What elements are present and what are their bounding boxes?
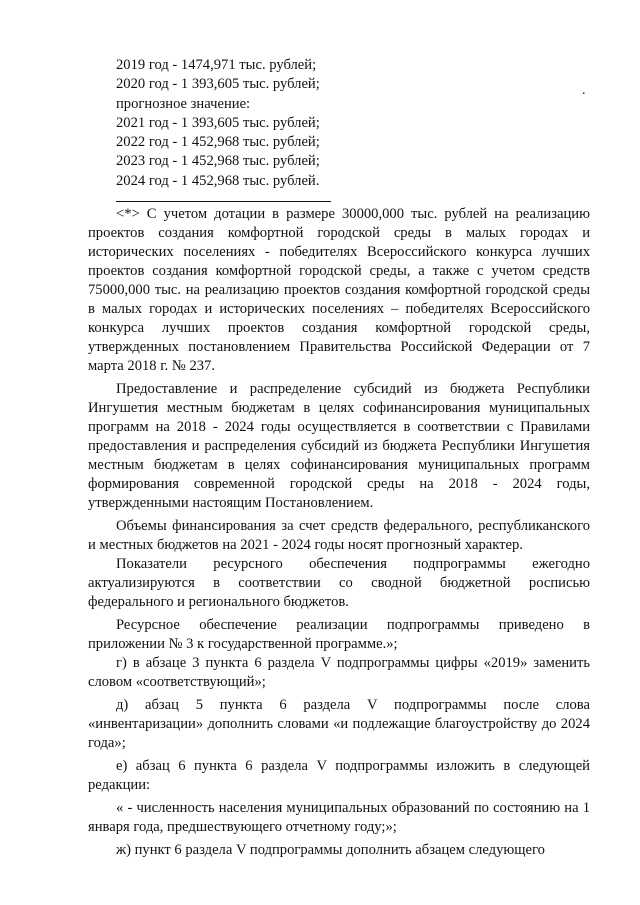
budget-line-2024: 2024 год - 1 452,968 тыс. рублей. (116, 172, 320, 189)
amendment-d-paragraph: д) абзац 5 пункта 6 раздела V подпрограммы после слова «инвентаризации» дополнить словами «и подлежащие благоустройству до 2024 года»; (88, 697, 590, 751)
budget-line-2020: 2020 год - 1 393,605 тыс. рублей; (116, 76, 320, 93)
resource-support-paragraph: Ресурсное обеспечение реализации подпрограммы приведено в приложении № 3 к государственной программе.»; (88, 617, 590, 652)
resource-indicators-paragraph: Показатели ресурсного обеспечения подпрограммы ежегодно актуализируются в соответствии со сводной бюджетной росписью федерального и регионального бюджетов. (88, 556, 590, 610)
stray-mark: . (582, 83, 586, 98)
amendment-zh-paragraph: ж) пункт 6 раздела V подпрограммы дополнить абзацем следующего (116, 842, 545, 858)
subsidy-distribution-paragraph: Предоставление и распределение субсидий из бюджета Республики Ингушетия местным бюджетам в целях софинансирования муниципальных программ на 2018 - 2024 годы осуществляется в соответствии с Правилами предоставления и распределения субсидий из бюджета Республики Ингушетия местным бюджетам в целях софинансирования муниципальных программ формирования современной городской среды на 2018 - 2024 годы, утвержденными настоящим Постановлением. (88, 381, 590, 511)
amendment-e-paragraph: е) абзац 6 пункта 6 раздела V подпрограммы изложить в следующей редакции: (88, 758, 590, 793)
budget-line-2019: 2019 год - 1474,971 тыс. рублей; (116, 57, 317, 73)
financing-volume-paragraph: Объемы финансирования за счет средств федерального, республиканского и местных бюджетов на 2021 - 2024 годы носят прогнозный характер. (88, 518, 590, 553)
budget-line-2023: 2023 год - 1 452,968 тыс. рублей; (116, 153, 320, 170)
budget-figures-list (116, 56, 416, 191)
budget-line-2022: 2022 год - 1 452,968 тыс. рублей; (116, 134, 320, 151)
budget-forecast-label: прогнозное значение: (116, 95, 251, 112)
population-quote-paragraph: « - численность населения муниципальных образований по состоянию на 1 января года, предшествующего отчетному году;»; (88, 800, 590, 835)
document-body (88, 205, 590, 860)
budget-line-2021: 2021 год - 1 393,605 тыс. рублей; (116, 114, 320, 131)
footnote-separator (116, 201, 331, 202)
footnote-paragraph: <*> С учетом дотации в размере 30000,000 тыс. рублей на реализацию проектов создания комфортной городской среды в малых городах и исторических поселениях - победителях Всероссийского конкурса лучших проектов создания комфортной городской среды, а также с учетом средств 75000,000 тыс. на реализацию проектов создания комфортной городской среды в малых городах и исторических поселениях – победителях Всероссийского конкурса лучших проектов создания комфортной городской среды, утвержденных постановлением Правительства Российской Федерации от 7 марта 2018 г. № 237. (88, 206, 590, 374)
amendment-g-paragraph: г) в абзаце 3 пункта 6 раздела V подпрограммы цифры «2019» заменить словом «соответствующий»; (88, 655, 590, 690)
